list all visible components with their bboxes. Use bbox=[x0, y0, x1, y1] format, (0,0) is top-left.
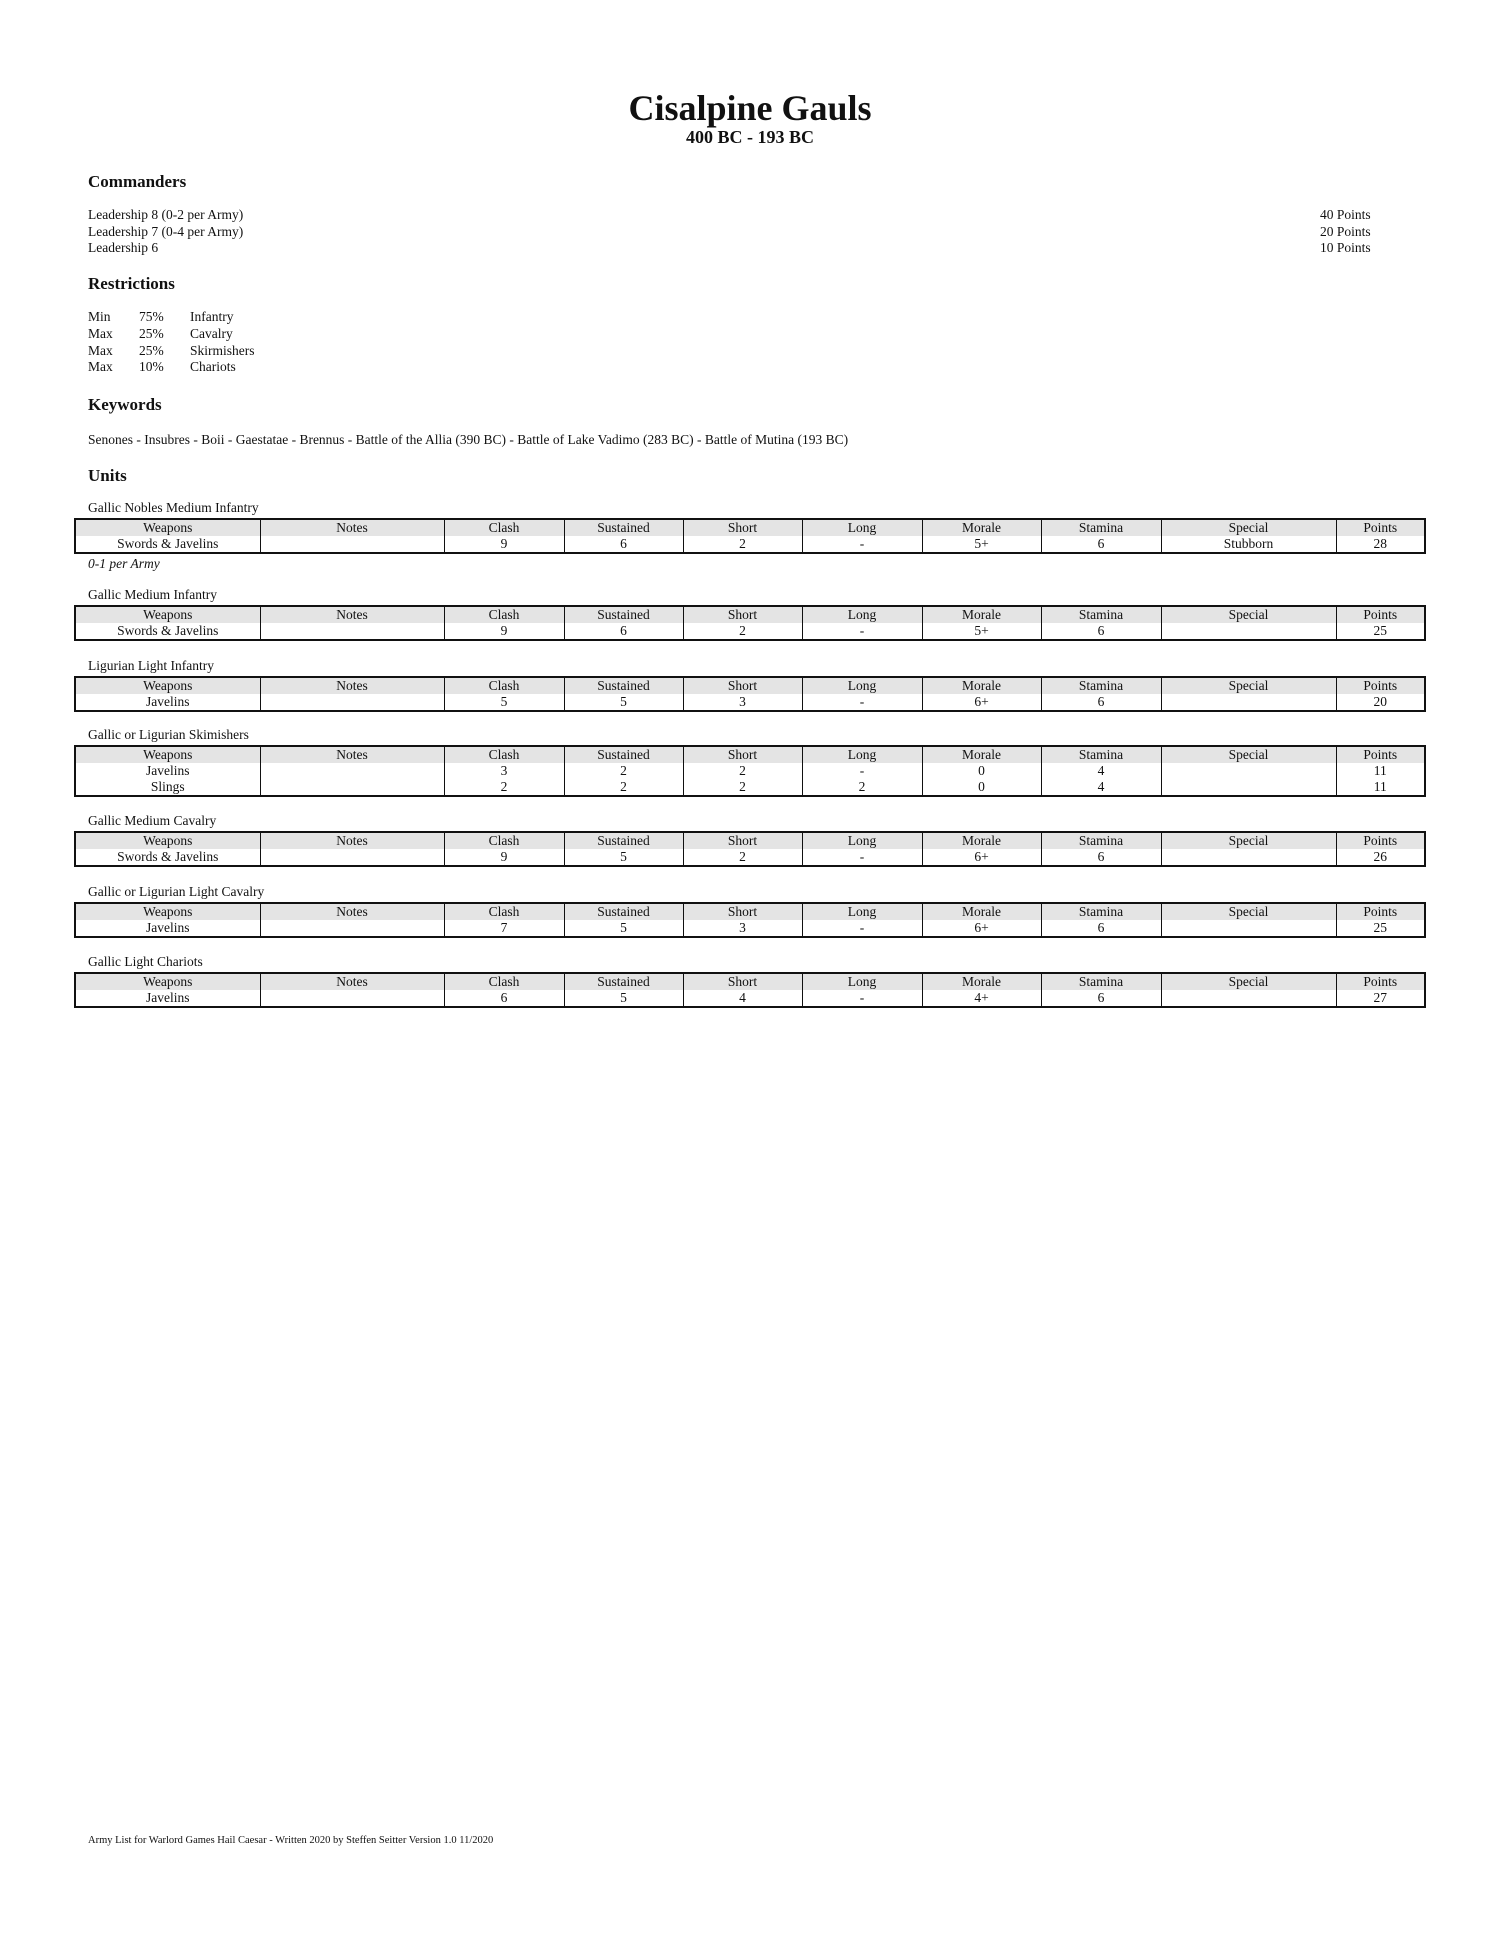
column-header: Morale bbox=[922, 677, 1041, 694]
column-header: Notes bbox=[260, 746, 444, 763]
column-header: Weapons bbox=[75, 519, 260, 536]
cell-long: - bbox=[802, 623, 922, 640]
cell-weapons: Javelins bbox=[146, 990, 190, 1005]
cell-weapons: Javelins bbox=[146, 920, 190, 935]
cell-stamina: 4 bbox=[1041, 763, 1161, 779]
column-header: Weapons bbox=[75, 903, 260, 920]
cell-stamina: 6 bbox=[1041, 990, 1161, 1007]
column-header: Long bbox=[802, 973, 922, 990]
restriction-limit: Max bbox=[88, 326, 113, 341]
table-header-row bbox=[75, 519, 1425, 536]
column-header: Short bbox=[683, 973, 802, 990]
column-header: Short bbox=[683, 606, 802, 623]
cell-long: - bbox=[802, 849, 922, 866]
unit-title: Gallic Light Chariots bbox=[88, 954, 203, 969]
column-header: Morale bbox=[922, 903, 1041, 920]
column-header: Clash bbox=[444, 832, 564, 849]
column-header: Notes bbox=[260, 519, 444, 536]
column-header: Stamina bbox=[1041, 832, 1161, 849]
cell-sustained: 6 bbox=[564, 623, 683, 640]
restriction-type: Cavalry bbox=[190, 326, 233, 341]
column-header: Sustained bbox=[564, 606, 683, 623]
column-header: Long bbox=[802, 746, 922, 763]
column-header: Stamina bbox=[1041, 973, 1161, 990]
cell-points: 26 bbox=[1336, 849, 1425, 866]
restriction-type: Chariots bbox=[190, 359, 236, 374]
column-header: Stamina bbox=[1041, 677, 1161, 694]
cell-weapons: Javelins bbox=[146, 763, 190, 778]
commander-points: 20 Points bbox=[1320, 224, 1371, 239]
column-header: Long bbox=[802, 606, 922, 623]
column-header: Short bbox=[683, 519, 802, 536]
cell-notes bbox=[260, 536, 444, 553]
cell-short: 4 bbox=[683, 990, 802, 1007]
commander-points: 10 Points bbox=[1320, 240, 1371, 255]
column-header: Short bbox=[683, 903, 802, 920]
table-header-row bbox=[75, 677, 1425, 694]
column-header: Long bbox=[802, 677, 922, 694]
cell-weapons: Javelins bbox=[146, 694, 190, 709]
column-header: Clash bbox=[444, 677, 564, 694]
table-header-row bbox=[75, 832, 1425, 849]
column-header: Sustained bbox=[564, 746, 683, 763]
column-header: Weapons bbox=[75, 677, 260, 694]
column-header: Stamina bbox=[1041, 746, 1161, 763]
unit-stats-table bbox=[74, 605, 1426, 641]
commander-label: Leadership 6 bbox=[88, 240, 159, 255]
table-header-row bbox=[75, 746, 1425, 763]
column-header: Notes bbox=[260, 832, 444, 849]
keywords-text: Senones - Insubres - Boii - Gaestatae - Brennus - Battle of the Allia (390 BC) - Battle of Lake Vadimo (283 BC) - Battle of Mutina (193 BC) bbox=[88, 432, 849, 447]
column-header: Sustained bbox=[564, 903, 683, 920]
cell-special bbox=[1161, 920, 1336, 937]
column-header: Weapons bbox=[75, 973, 260, 990]
cell-special bbox=[1161, 849, 1336, 866]
cell-notes bbox=[260, 694, 444, 711]
restriction-limit: Max bbox=[88, 359, 113, 374]
unit-stats-table bbox=[74, 972, 1426, 1008]
cell-long: - bbox=[802, 763, 922, 779]
cell-points: 27 bbox=[1336, 990, 1425, 1007]
column-header: Morale bbox=[922, 973, 1041, 990]
cell-sustained: 5 bbox=[564, 920, 683, 937]
cell-notes bbox=[260, 920, 444, 937]
cell-long: - bbox=[802, 694, 922, 711]
column-header: Weapons bbox=[75, 832, 260, 849]
column-header: Sustained bbox=[564, 832, 683, 849]
cell-points: 25 bbox=[1336, 920, 1425, 937]
cell-points: 20 bbox=[1336, 694, 1425, 711]
restriction-type: Infantry bbox=[190, 309, 234, 324]
cell-morale: 6+ bbox=[922, 849, 1041, 866]
table-row bbox=[75, 694, 1425, 711]
column-header: Special bbox=[1161, 903, 1336, 920]
cell-short: 3 bbox=[683, 694, 802, 711]
column-header: Notes bbox=[260, 903, 444, 920]
cell-clash: 5 bbox=[444, 694, 564, 711]
cell-stamina: 6 bbox=[1041, 920, 1161, 937]
cell-morale: 5+ bbox=[922, 623, 1041, 640]
restriction-limit: Min bbox=[88, 309, 111, 324]
table-header-row bbox=[75, 903, 1425, 920]
unit-title: Ligurian Light Infantry bbox=[88, 658, 214, 673]
column-header: Stamina bbox=[1041, 519, 1161, 536]
table-row bbox=[75, 763, 1425, 779]
cell-morale: 0 bbox=[922, 779, 1041, 796]
unit-title: Gallic or Ligurian Skimishers bbox=[88, 727, 249, 742]
cell-long: - bbox=[802, 920, 922, 937]
cell-long: - bbox=[802, 990, 922, 1007]
cell-stamina: 6 bbox=[1041, 623, 1161, 640]
commander-points: 40 Points bbox=[1320, 207, 1371, 222]
cell-points: 11 bbox=[1336, 763, 1425, 779]
cell-points: 11 bbox=[1336, 779, 1425, 796]
column-header: Notes bbox=[260, 973, 444, 990]
column-header: Morale bbox=[922, 746, 1041, 763]
column-header: Special bbox=[1161, 832, 1336, 849]
table-row bbox=[75, 920, 1425, 937]
cell-sustained: 2 bbox=[564, 779, 683, 796]
cell-special bbox=[1161, 990, 1336, 1007]
table-row bbox=[75, 990, 1425, 1007]
column-header: Short bbox=[683, 832, 802, 849]
table-row bbox=[75, 623, 1425, 640]
table-row bbox=[75, 849, 1425, 866]
column-header: Morale bbox=[922, 606, 1041, 623]
cell-special: Stubborn bbox=[1161, 536, 1336, 553]
commander-label: Leadership 8 (0-2 per Army) bbox=[88, 207, 244, 222]
table-header-row bbox=[75, 606, 1425, 623]
cell-clash: 3 bbox=[444, 763, 564, 779]
column-header: Stamina bbox=[1041, 903, 1161, 920]
unit-stats-table bbox=[74, 518, 1426, 554]
cell-clash: 7 bbox=[444, 920, 564, 937]
cell-long: 2 bbox=[802, 779, 922, 796]
cell-notes bbox=[260, 763, 444, 779]
column-header: Points bbox=[1336, 519, 1425, 536]
cell-sustained: 5 bbox=[564, 849, 683, 866]
cell-short: 3 bbox=[683, 920, 802, 937]
column-header: Sustained bbox=[564, 973, 683, 990]
column-header: Clash bbox=[444, 903, 564, 920]
table-row bbox=[75, 779, 1425, 796]
unit-title: Gallic or Ligurian Light Cavalry bbox=[88, 884, 265, 899]
column-header: Clash bbox=[444, 606, 564, 623]
cell-sustained: 5 bbox=[564, 694, 683, 711]
restriction-pct: 25% bbox=[139, 343, 164, 358]
cell-clash: 2 bbox=[444, 779, 564, 796]
cell-stamina: 6 bbox=[1041, 849, 1161, 866]
cell-short: 2 bbox=[683, 763, 802, 779]
column-header: Points bbox=[1336, 903, 1425, 920]
column-header: Morale bbox=[922, 519, 1041, 536]
commander-label: Leadership 7 (0-4 per Army) bbox=[88, 224, 244, 239]
column-header: Clash bbox=[444, 746, 564, 763]
cell-weapons: Swords & Javelins bbox=[117, 849, 219, 864]
column-header: Special bbox=[1161, 973, 1336, 990]
restriction-limit: Max bbox=[88, 343, 113, 358]
cell-points: 28 bbox=[1336, 536, 1425, 553]
cell-sustained: 6 bbox=[564, 536, 683, 553]
footer: Army List for Warlord Games Hail Caesar - Written 2020 by Steffen Seitter Version 1.0 11/2020 bbox=[88, 1835, 494, 1846]
keywords-heading: Keywords bbox=[88, 395, 162, 414]
cell-notes bbox=[260, 623, 444, 640]
cell-notes bbox=[260, 849, 444, 866]
unit-title: Gallic Medium Cavalry bbox=[88, 813, 217, 828]
restriction-pct: 75% bbox=[139, 309, 164, 324]
column-header: Points bbox=[1336, 677, 1425, 694]
column-header: Notes bbox=[260, 606, 444, 623]
column-header: Weapons bbox=[75, 746, 260, 763]
cell-weapons: Swords & Javelins bbox=[117, 536, 219, 551]
cell-short: 2 bbox=[683, 623, 802, 640]
table-row bbox=[75, 536, 1425, 553]
column-header: Points bbox=[1336, 606, 1425, 623]
column-header: Sustained bbox=[564, 677, 683, 694]
cell-morale: 0 bbox=[922, 763, 1041, 779]
cell-weapons: Slings bbox=[150, 779, 185, 794]
cell-special bbox=[1161, 694, 1336, 711]
cell-morale: 4+ bbox=[922, 990, 1041, 1007]
column-header: Points bbox=[1336, 832, 1425, 849]
cell-long: - bbox=[802, 536, 922, 553]
column-header: Morale bbox=[922, 832, 1041, 849]
cell-special bbox=[1161, 779, 1336, 796]
cell-short: 2 bbox=[683, 536, 802, 553]
cell-morale: 6+ bbox=[922, 694, 1041, 711]
cell-morale: 6+ bbox=[922, 920, 1041, 937]
column-header: Long bbox=[802, 903, 922, 920]
column-header: Points bbox=[1336, 746, 1425, 763]
cell-points: 25 bbox=[1336, 623, 1425, 640]
cell-special bbox=[1161, 763, 1336, 779]
cell-weapons: Swords & Javelins bbox=[117, 623, 219, 638]
column-header: Long bbox=[802, 519, 922, 536]
cell-sustained: 5 bbox=[564, 990, 683, 1007]
unit-title: Gallic Nobles Medium Infantry bbox=[88, 500, 259, 515]
unit-stats-table bbox=[74, 902, 1426, 938]
column-header: Sustained bbox=[564, 519, 683, 536]
column-header: Special bbox=[1161, 519, 1336, 536]
cell-notes bbox=[260, 990, 444, 1007]
cell-stamina: 4 bbox=[1041, 779, 1161, 796]
unit-title: Gallic Medium Infantry bbox=[88, 587, 217, 602]
column-header: Long bbox=[802, 832, 922, 849]
cell-clash: 9 bbox=[444, 536, 564, 553]
column-header: Special bbox=[1161, 677, 1336, 694]
cell-morale: 5+ bbox=[922, 536, 1041, 553]
column-header: Special bbox=[1161, 606, 1336, 623]
restriction-type: Skirmishers bbox=[190, 343, 255, 358]
commanders-heading: Commanders bbox=[88, 172, 187, 191]
cell-clash: 9 bbox=[444, 849, 564, 866]
column-header: Short bbox=[683, 677, 802, 694]
cell-stamina: 6 bbox=[1041, 694, 1161, 711]
page-subtitle: 400 BC - 193 BC bbox=[685, 127, 814, 147]
cell-short: 2 bbox=[683, 779, 802, 796]
cell-stamina: 6 bbox=[1041, 536, 1161, 553]
cell-special bbox=[1161, 623, 1336, 640]
restrictions-heading: Restrictions bbox=[88, 274, 175, 293]
column-header: Short bbox=[683, 746, 802, 763]
column-header: Stamina bbox=[1041, 606, 1161, 623]
cell-clash: 9 bbox=[444, 623, 564, 640]
column-header: Weapons bbox=[75, 606, 260, 623]
unit-stats-table bbox=[74, 676, 1426, 712]
cell-clash: 6 bbox=[444, 990, 564, 1007]
column-header: Clash bbox=[444, 519, 564, 536]
column-header: Points bbox=[1336, 973, 1425, 990]
cell-notes bbox=[260, 779, 444, 796]
page-title: Cisalpine Gauls bbox=[628, 88, 872, 128]
unit-stats-table bbox=[74, 831, 1426, 867]
restriction-pct: 25% bbox=[139, 326, 164, 341]
cell-short: 2 bbox=[683, 849, 802, 866]
table-header-row bbox=[75, 973, 1425, 990]
unit-note: 0-1 per Army bbox=[88, 556, 160, 571]
unit-stats-table bbox=[74, 745, 1426, 797]
cell-sustained: 2 bbox=[564, 763, 683, 779]
column-header: Clash bbox=[444, 973, 564, 990]
column-header: Special bbox=[1161, 746, 1336, 763]
restriction-pct: 10% bbox=[139, 359, 164, 374]
column-header: Notes bbox=[260, 677, 444, 694]
units-heading: Units bbox=[88, 466, 127, 485]
